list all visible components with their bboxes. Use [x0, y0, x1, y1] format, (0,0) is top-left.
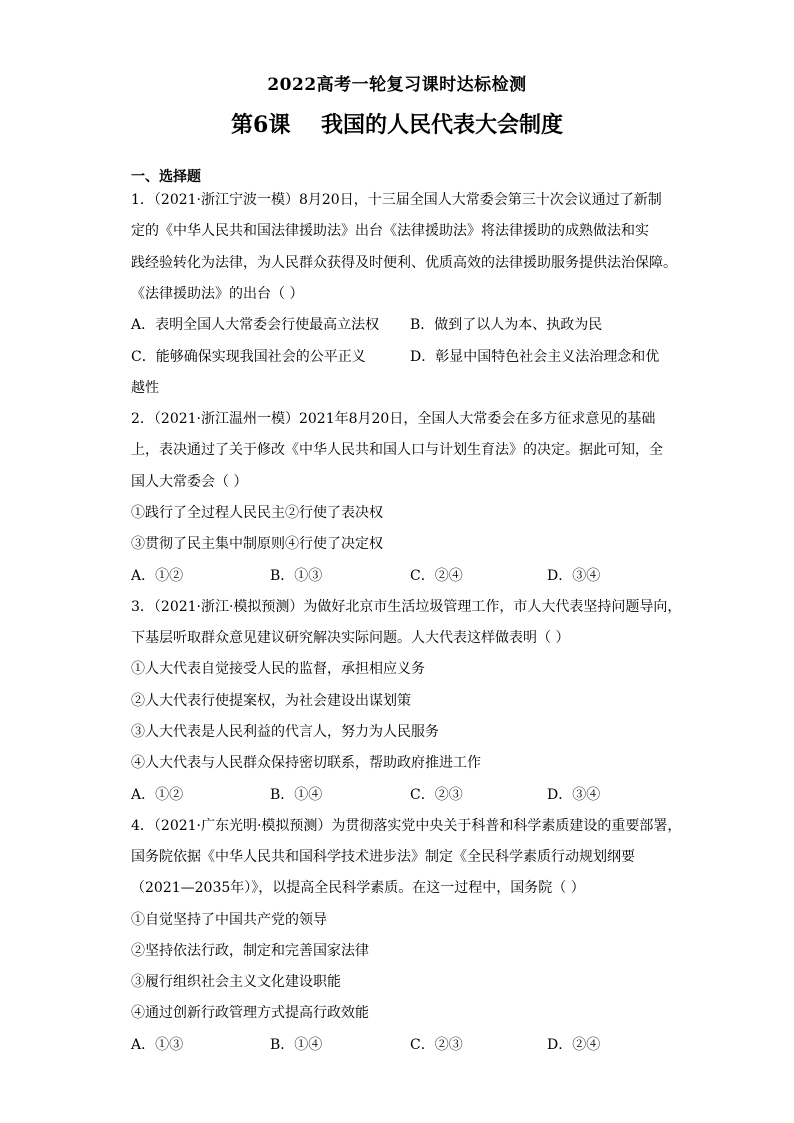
q2-option-d: D．③④ — [547, 568, 601, 584]
document-title: 2022高考一轮复习课时达标检测 — [267, 75, 527, 95]
q1-option-c: C．能够确保实现我国社会的公平正义 — [131, 349, 366, 365]
q4-statement: ①自觉坚持了中国共产党的领导 — [131, 912, 327, 928]
q2-option-b: B．①③ — [270, 568, 323, 584]
q3-option-b: B．①④ — [270, 787, 323, 803]
q2-text-line: 上，表决通过了关于修改《中华人民共和国人口与计划生育法》的决定。据此可知，全 — [131, 442, 663, 458]
q4-text-line: 4．（2021·广东光明·模拟预测）为贯彻落实党中央关于科普和科学素质建设的重要部署， — [131, 818, 682, 834]
q3-option-c: C．②③ — [410, 787, 463, 803]
q1-option-b: B．做到了以人为本、执政为民 — [410, 317, 603, 333]
q4-text-line: （2021—2035年）》，以提高全民科学素质。在这一过程中，国务院（ ） — [131, 880, 585, 896]
q1-option-d-continued: 越性 — [131, 380, 159, 396]
q3-statement: ④人大代表与人民群众保持密切联系，帮助政府推进工作 — [131, 755, 481, 771]
q3-option-a: A．①② — [131, 787, 184, 803]
q3-statement: ①人大代表自觉接受人民的监督，承担相应义务 — [131, 661, 425, 677]
q2-statement: ③贯彻了民主集中制原则④行使了决定权 — [131, 536, 383, 552]
q3-statement: ③人大代表是人民利益的代言人，努力为人民服务 — [131, 724, 439, 740]
lesson-title: 第6课 我国的人民代表大会制度 — [231, 112, 563, 138]
section-heading: 一、选择题 — [131, 169, 201, 185]
q2-text-line: 国人大常委会（ ） — [131, 474, 248, 490]
q2-statement: ①践行了全过程人民民主②行使了表决权 — [131, 505, 383, 521]
q2-option-c: C．②④ — [410, 568, 463, 584]
q2-option-a: A．①② — [131, 568, 184, 584]
q1-option-d: D．彰显中国特色社会主义法治理念和优 — [410, 349, 660, 365]
q4-text-line: 国务院依据《中华人民共和国科学技术进步法》制定《全民科学素质行动规划纲要 — [131, 849, 635, 865]
q4-statement: ③履行组织社会主义文化建设职能 — [131, 974, 341, 990]
q1-text-line: 践经验转化为法律，为人民群众获得及时便利、优质高效的法律援助服务提供法治保障。 — [131, 255, 677, 271]
q1-text-line: 《法律援助法》的出台（ ） — [131, 286, 304, 302]
q2-text-line: 2．（2021·浙江温州一模）2021年8月20日，全国人大常委会在多方征求意见的基础 — [131, 411, 656, 427]
q4-option-c: C．②③ — [410, 1037, 463, 1053]
q3-text-line: 下基层听取群众意见建议研究解决实际问题。人大代表这样做表明（ ） — [131, 630, 570, 646]
q4-option-a: A．①③ — [131, 1037, 184, 1053]
q1-text-line: 定的《中华人民共和国法律援助法》出台《法律援助法》将法律援助的成熟做法和实 — [131, 223, 649, 239]
q4-statement: ②坚持依法行政，制定和完善国家法律 — [131, 943, 369, 959]
q4-statement: ④通过创新行政管理方式提高行政效能 — [131, 1005, 369, 1021]
q4-option-d: D．②④ — [547, 1037, 601, 1053]
q3-text-line: 3．（2021·浙江·模拟预测）为做好北京市生活垃圾管理工作，市人大代表坚持问题导向， — [131, 599, 682, 615]
q3-option-d: D．③④ — [547, 787, 601, 803]
q4-option-b: B．①④ — [270, 1037, 323, 1053]
q1-text-line: 1．（2021·浙江宁波一模）8月20日，十三届全国人大常委会第三十次会议通过了新制 — [131, 192, 662, 208]
q3-statement: ②人大代表行使提案权，为社会建设出谋划策 — [131, 693, 411, 709]
q1-option-a: A．表明全国人大常委会行使最高立法权 — [131, 317, 380, 333]
